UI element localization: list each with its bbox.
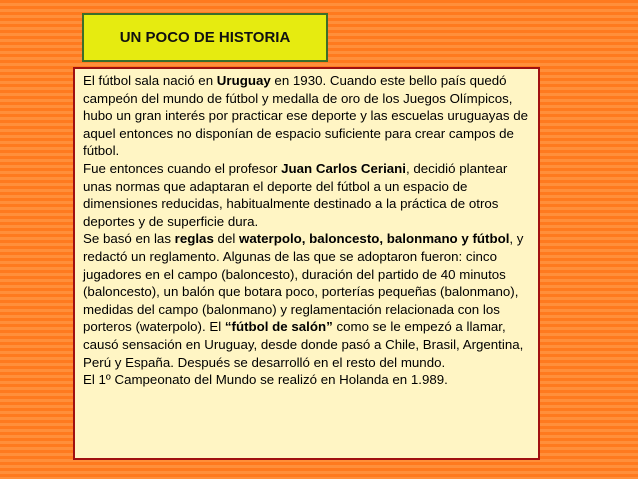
text-segment: , decidió plantear unas normas que adaptaran el deporte del fútbol a un espacio de dimensiones reducidas, habitualmente destinado a la práctica de otros deportes y de superficie dura.: [83, 160, 508, 229]
slide-title: UN POCO DE HISTORIA: [119, 29, 291, 46]
text-segment: El fútbol sala nació en: [83, 73, 217, 88]
history-text-box: [73, 67, 540, 460]
text-segment: , y redactó un reglamento. Algunas de las que se adoptaron fueron: cinco jugadores en el campo (baloncesto), duración del partido de 40 minutos (baloncesto), un balón que botara poco, porterías pequeñas (balonmano), medidas del campo (balonmano) y reglamentación relacionada con los porteros (waterpolo). El: [83, 231, 524, 335]
bold-text-segment: “fútbol de salón”: [224, 319, 333, 335]
text-segment: en 1930. Cuando este bello país quedó campeón del mundo de fútbol y medalla de oro de los Juegos Olímpicos, hubo un gran interés por practicar ese deporte y las escuelas uruguayas de aquel entonces no disponían de espacio suficiente para crear campos de fútbol.: [83, 73, 528, 159]
paragraph: [83, 371, 532, 389]
paragraph: [83, 230, 532, 371]
text-segment: El 1º Campeonato del Mundo se realizó en Holanda en 1.989.: [83, 372, 448, 388]
bold-text-segment: Uruguay: [216, 73, 271, 88]
paragraph: [83, 160, 532, 230]
text-segment: Se basó en las: [83, 231, 175, 247]
title-box: [82, 13, 328, 62]
bold-text-segment: waterpolo, baloncesto, balonmano y fútbol: [239, 231, 510, 247]
text-segment: Fue entonces cuando el profesor: [83, 160, 282, 176]
text-segment: del: [213, 231, 239, 247]
paragraph: [83, 72, 532, 160]
bold-text-segment: Juan Carlos Ceriani: [281, 160, 406, 176]
text-segment: como se le empezó a llamar, causó sensación en Uruguay, desde donde pasó a Chile, Brasil, Argentina, Perú y España. Después se desarrolló en el resto del mundo.: [83, 319, 524, 370]
bold-text-segment: reglas: [174, 231, 214, 247]
